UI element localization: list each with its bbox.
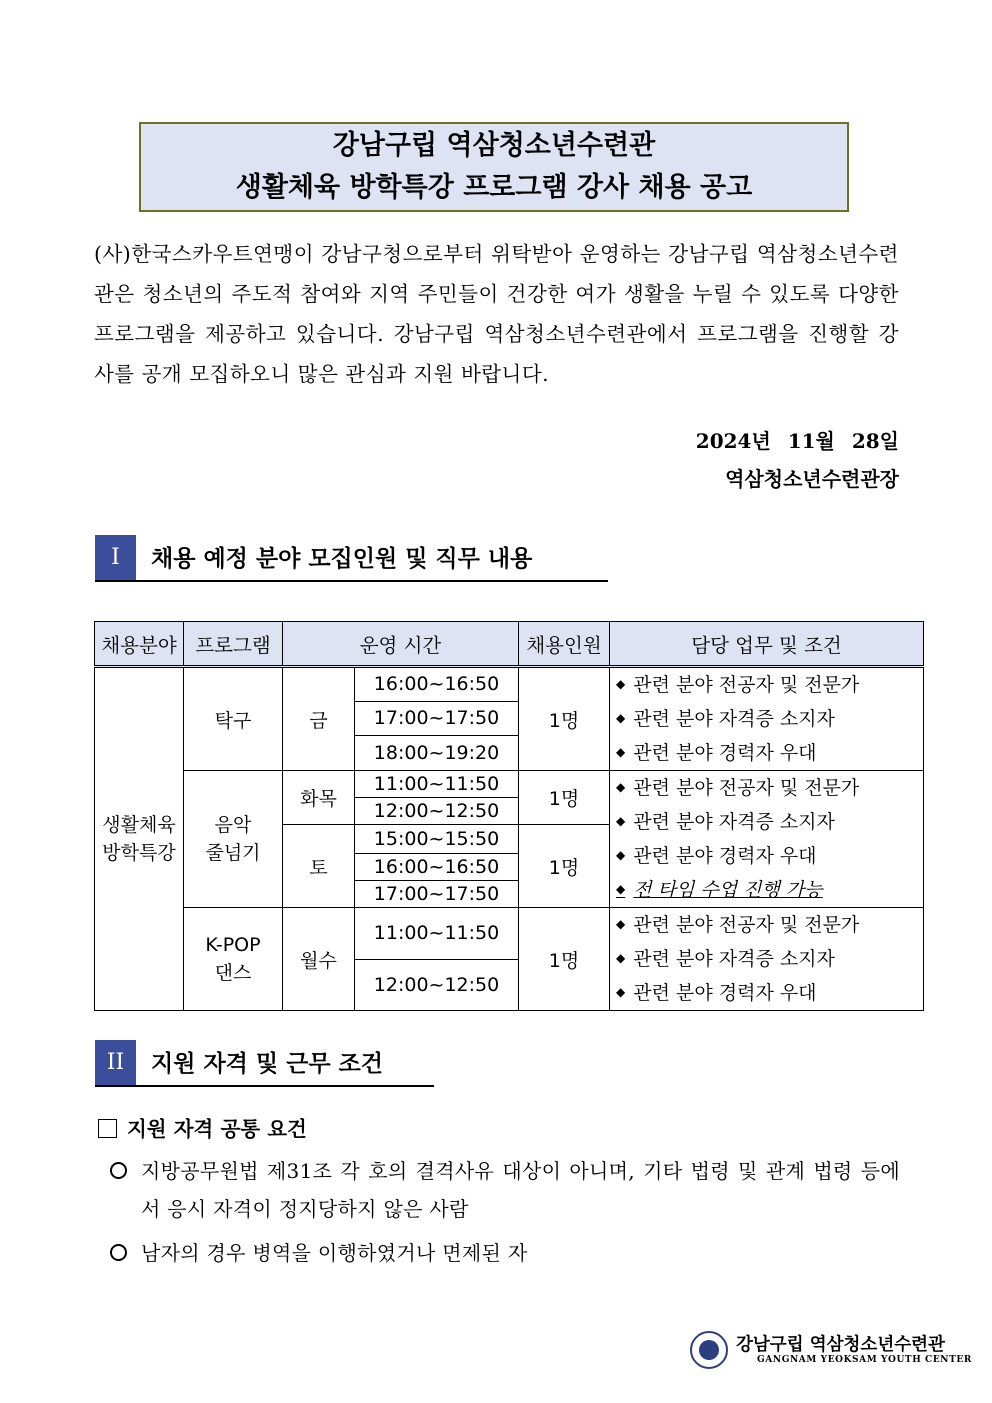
- program-day: 화목: [283, 771, 355, 825]
- notice-date: 2024년 11월 28일: [695, 429, 899, 453]
- section-2-number: II: [95, 1040, 136, 1085]
- duty-item-note: ◆ 전 타임 수업 진행 가능: [616, 879, 823, 901]
- time-slot: 12:00~12:50: [355, 798, 519, 825]
- time-slot: 16:00~16:50: [355, 854, 519, 881]
- square-bullet-icon: [98, 1119, 117, 1138]
- requirement-item: 지방공무원법 제31조 각 호의 결격사유 대상이 아니며, 기타 법령 및 관계 법령 등에서 응시 자격이 정지당하지 않은 사람: [110, 1152, 900, 1228]
- duty-item: ◆ 관련 분야 경력자 우대: [616, 845, 817, 867]
- section-1-title: 채용 예정 분야 모집인원 및 직무 내용: [151, 546, 533, 572]
- section-1-header: [95, 535, 608, 582]
- diamond-bullet-icon: ◆: [616, 985, 626, 999]
- circle-bullet-icon: [110, 1244, 127, 1261]
- diamond-bullet-icon: ◆: [616, 780, 626, 794]
- diamond-bullet-icon: ◆: [616, 745, 626, 759]
- program-name: K-POP 댄스: [184, 908, 283, 1011]
- duty-item: ◆ 관련 분야 자격증 소지자: [616, 708, 835, 730]
- time-slot: 18:00~19:20: [355, 736, 519, 771]
- header-time: 운영 시간: [283, 622, 519, 667]
- requirements-heading: 지원 자격 공통 요건: [98, 1112, 307, 1142]
- time-slot: 15:00~15:50: [355, 825, 519, 854]
- footer-logo: [690, 1329, 972, 1373]
- diamond-bullet-icon: ◆: [616, 882, 626, 896]
- time-slot: 17:00~17:50: [355, 881, 519, 908]
- program-count: 1명: [519, 771, 610, 825]
- requirement-item: 남자의 경우 병역을 이행하였거나 면제된 자: [110, 1234, 900, 1272]
- program-day: 토: [283, 825, 355, 908]
- section-2-title: 지원 자격 및 근무 조건: [151, 1051, 383, 1077]
- diamond-bullet-icon: ◆: [616, 711, 626, 725]
- header-duty: 담당 업무 및 조건: [610, 622, 924, 667]
- program-count: 1명: [519, 908, 610, 1011]
- duty-item: ◆ 관련 분야 전공자 및 전문가: [616, 777, 860, 799]
- footer-name: 강남구립 역삼청소년수련관: [736, 1335, 945, 1355]
- circle-bullet-icon: [110, 1162, 127, 1179]
- duty-item: ◆ 관련 분야 경력자 우대: [616, 742, 817, 764]
- program-name: 음악 줄넘기: [184, 771, 283, 908]
- intro-paragraph: (사)한국스카우트연맹이 강남구청으로부터 위탁받아 운영하는 강남구립 역삼청소년수련관은 청소년의 주도적 참여와 지역 주민들이 건강한 여가 생활을 누릴 수 있도록 다양한 프로그램을 제공하고 있습니다. 강남구립 역삼청소년수련관에서 프로그램을 진행할 강사를 공개 모집하오니 많은 관심과 지원 바랍니다.: [94, 242, 899, 386]
- section-1-number: I: [95, 535, 136, 580]
- time-slot: 17:00~17:50: [355, 701, 519, 736]
- duty-item: ◆ 관련 분야 전공자 및 전문가: [616, 674, 860, 696]
- diamond-bullet-icon: ◆: [616, 677, 626, 691]
- time-slot: 11:00~11:50: [355, 771, 519, 798]
- time-slot: 16:00~16:50: [355, 667, 519, 702]
- diamond-bullet-icon: ◆: [616, 814, 626, 828]
- time-slot: 12:00~12:50: [355, 959, 519, 1011]
- program-name: 탁구: [184, 667, 283, 771]
- program-day: 금: [283, 667, 355, 771]
- header-program: 프로그램: [184, 622, 283, 667]
- diamond-bullet-icon: ◆: [616, 951, 626, 965]
- duty-item: ◆ 관련 분야 경력자 우대: [616, 982, 817, 1004]
- recruitment-table: [94, 621, 924, 1011]
- diamond-bullet-icon: ◆: [616, 917, 626, 931]
- duty-list: [610, 908, 924, 1011]
- program-count: 1명: [519, 667, 610, 771]
- footer-subtitle: GANGNAM YEOKSAM YOUTH CENTER: [757, 1355, 972, 1365]
- program-count: 1명: [519, 825, 610, 908]
- field-cell: 생활체육 방학특강: [95, 667, 184, 1011]
- diamond-bullet-icon: ◆: [616, 848, 626, 862]
- time-slot: 11:00~11:50: [355, 908, 519, 960]
- duty-item: ◆ 관련 분야 자격증 소지자: [616, 948, 835, 970]
- program-day: 월수: [283, 908, 355, 1011]
- header-field: 채용분야: [95, 622, 184, 667]
- header-count: 채용인원: [519, 622, 610, 667]
- notice-title-line1: 강남구립 역삼청소년수련관: [332, 130, 656, 161]
- duty-list: [610, 771, 924, 908]
- center-emblem-icon: [690, 1331, 728, 1369]
- section-2-header: [95, 1040, 434, 1087]
- duty-item: ◆ 관련 분야 자격증 소지자: [616, 811, 835, 833]
- duty-item: ◆ 관련 분야 전공자 및 전문가: [616, 914, 860, 936]
- signer: 역삼청소년수련관장: [725, 467, 899, 491]
- notice-title-line2: 생활체육 방학특강 프로그램 강사 채용 공고: [235, 172, 753, 203]
- duty-list: [610, 667, 924, 771]
- notice-title-box: [139, 122, 849, 212]
